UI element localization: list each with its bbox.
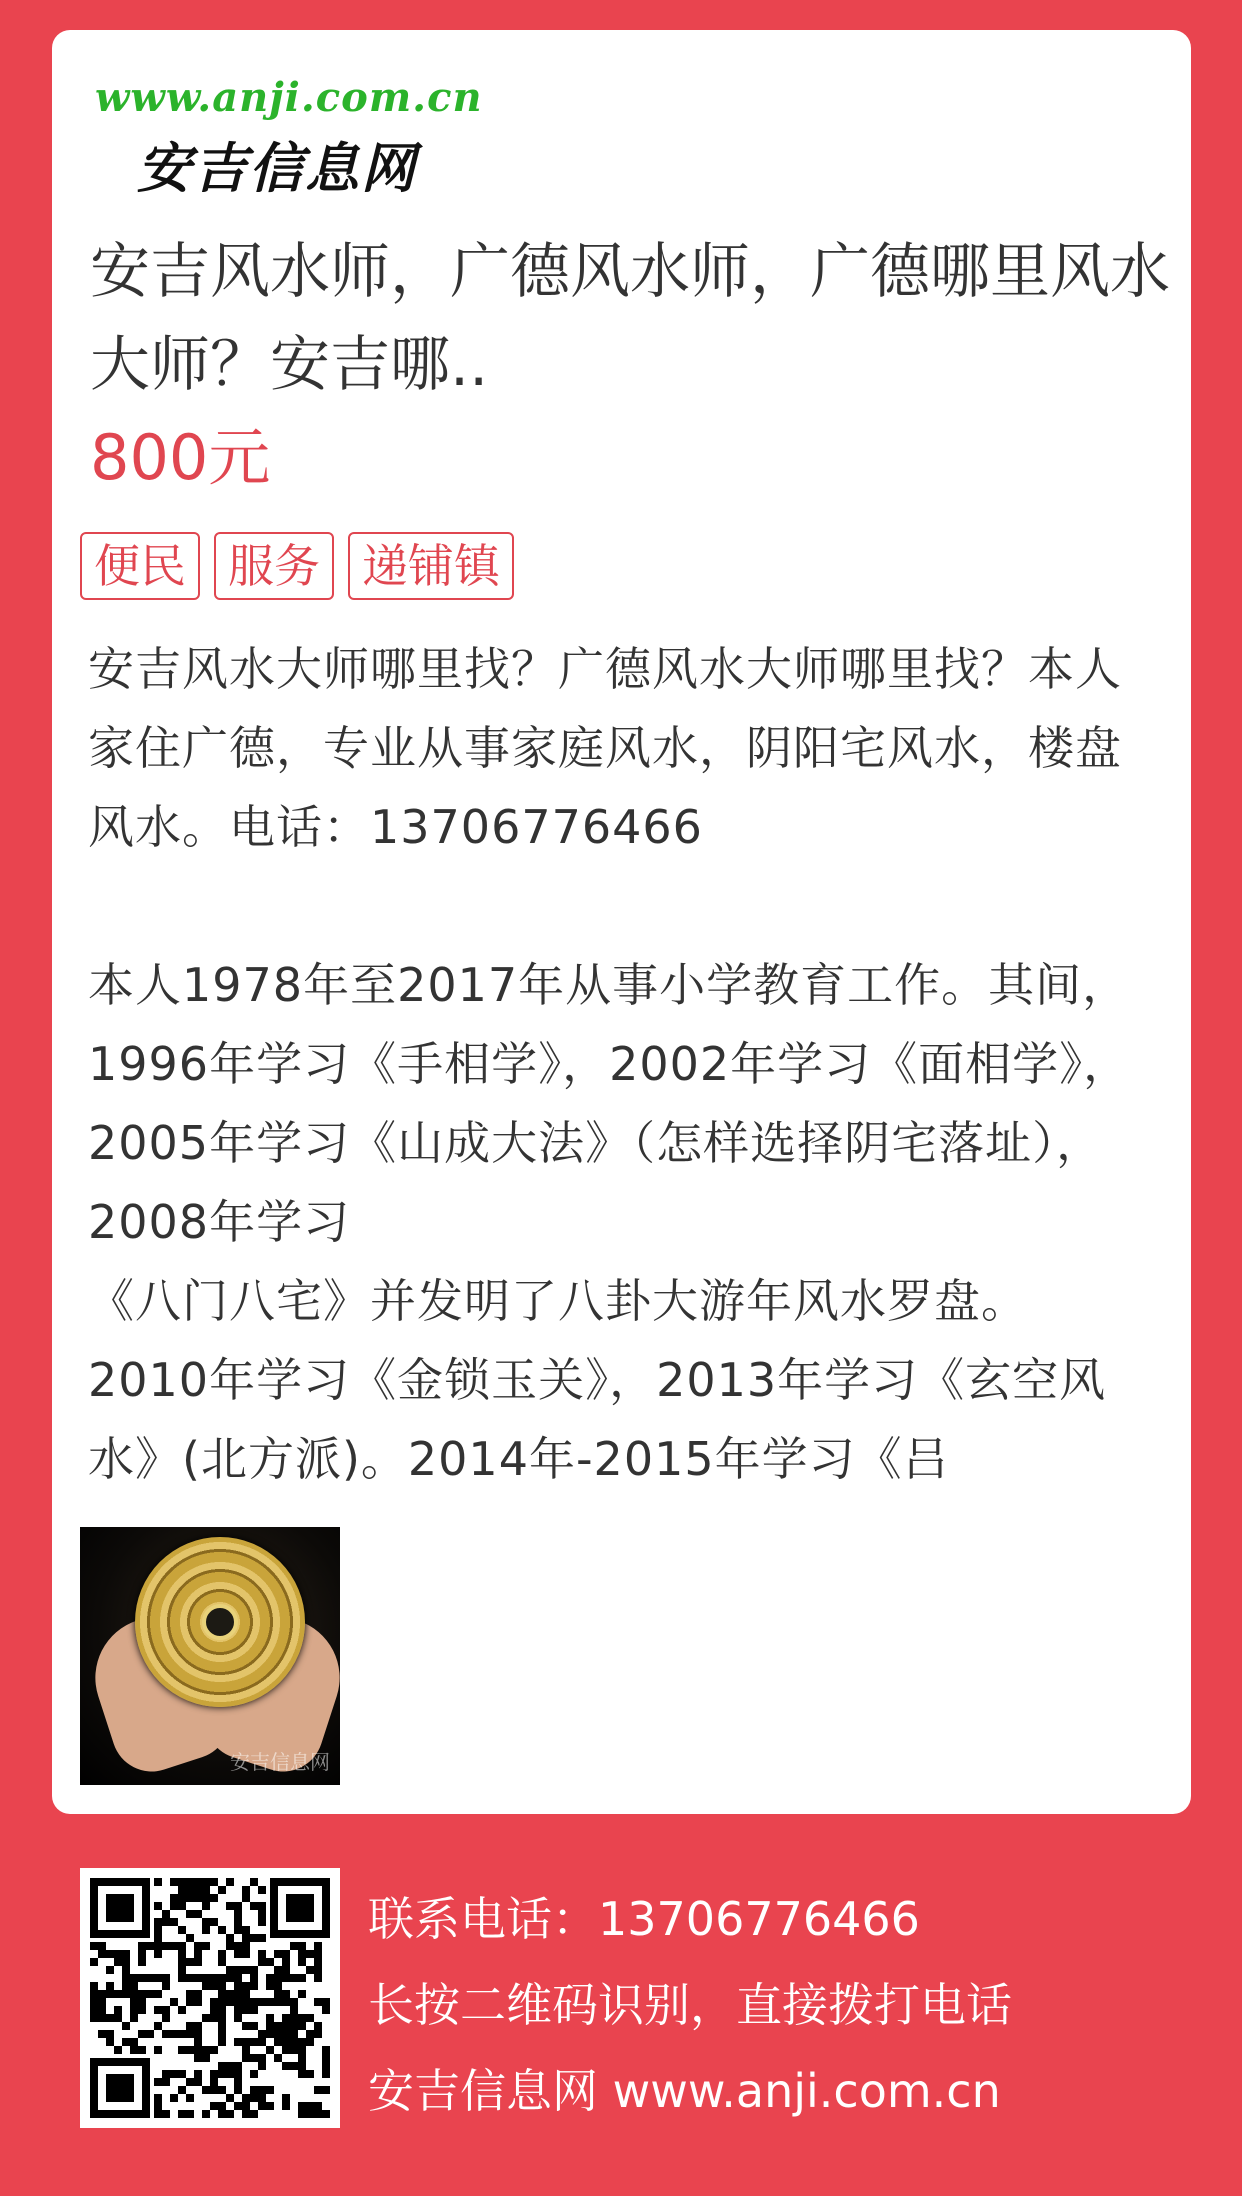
contact-phone[interactable]: 联系电话：13706776466 (368, 1892, 920, 1946)
tag-bianmin[interactable]: 便民 (80, 532, 200, 600)
photo-watermark: 安吉信息网 (230, 1750, 330, 1774)
tag-fuwu[interactable]: 服务 (214, 532, 334, 600)
qr-hint: 长按二维码识别，直接拨打电话 (368, 1978, 1012, 2032)
contact-footer (368, 1876, 1012, 2134)
listing-description (88, 630, 1148, 1499)
qr-code[interactable] (80, 1868, 340, 2128)
listing-photo[interactable] (80, 1527, 340, 1785)
site-line[interactable]: 安吉信息网 www.anji.com.cn (368, 2064, 1001, 2118)
description-paragraph: 安吉风水大师哪里找？广德风水大师哪里找？本人家住广德，专业从事家庭风水，阴阳宅风水，楼盘风水。电话：13706776466 (88, 642, 1122, 854)
listing-title: 安吉风水师，广德风水师，广德哪里风水大师？安吉哪.. (90, 237, 1170, 400)
qr-code-icon (90, 1878, 330, 2118)
compass-center (202, 1604, 238, 1640)
tag-dipuzhen[interactable]: 递铺镇 (348, 532, 514, 600)
logo-name: 安吉信息网 (137, 136, 417, 200)
description-paragraph: 《八门八宅》并发明了八卦大游年风水罗盘。2010年学习《金锁玉关》，2013年学习《玄空风水》(北方派)。2014年-2015年学习《吕 (88, 1274, 1107, 1486)
site-logo[interactable] (95, 44, 495, 200)
description-paragraph: 本人1978年至2017年从事小学教育工作。其间，1996年学习《手相学》，2002年学习《面相学》，2005年学习《山成大法》（怎样选择阴宅落址），2008年学习 (88, 958, 1131, 1249)
tag-list (80, 532, 514, 600)
compass-disc (135, 1537, 305, 1707)
logo-url: www.anji.com.cn (95, 74, 483, 121)
description-spacer (88, 867, 1148, 946)
listing-price: 800元 (90, 421, 271, 494)
